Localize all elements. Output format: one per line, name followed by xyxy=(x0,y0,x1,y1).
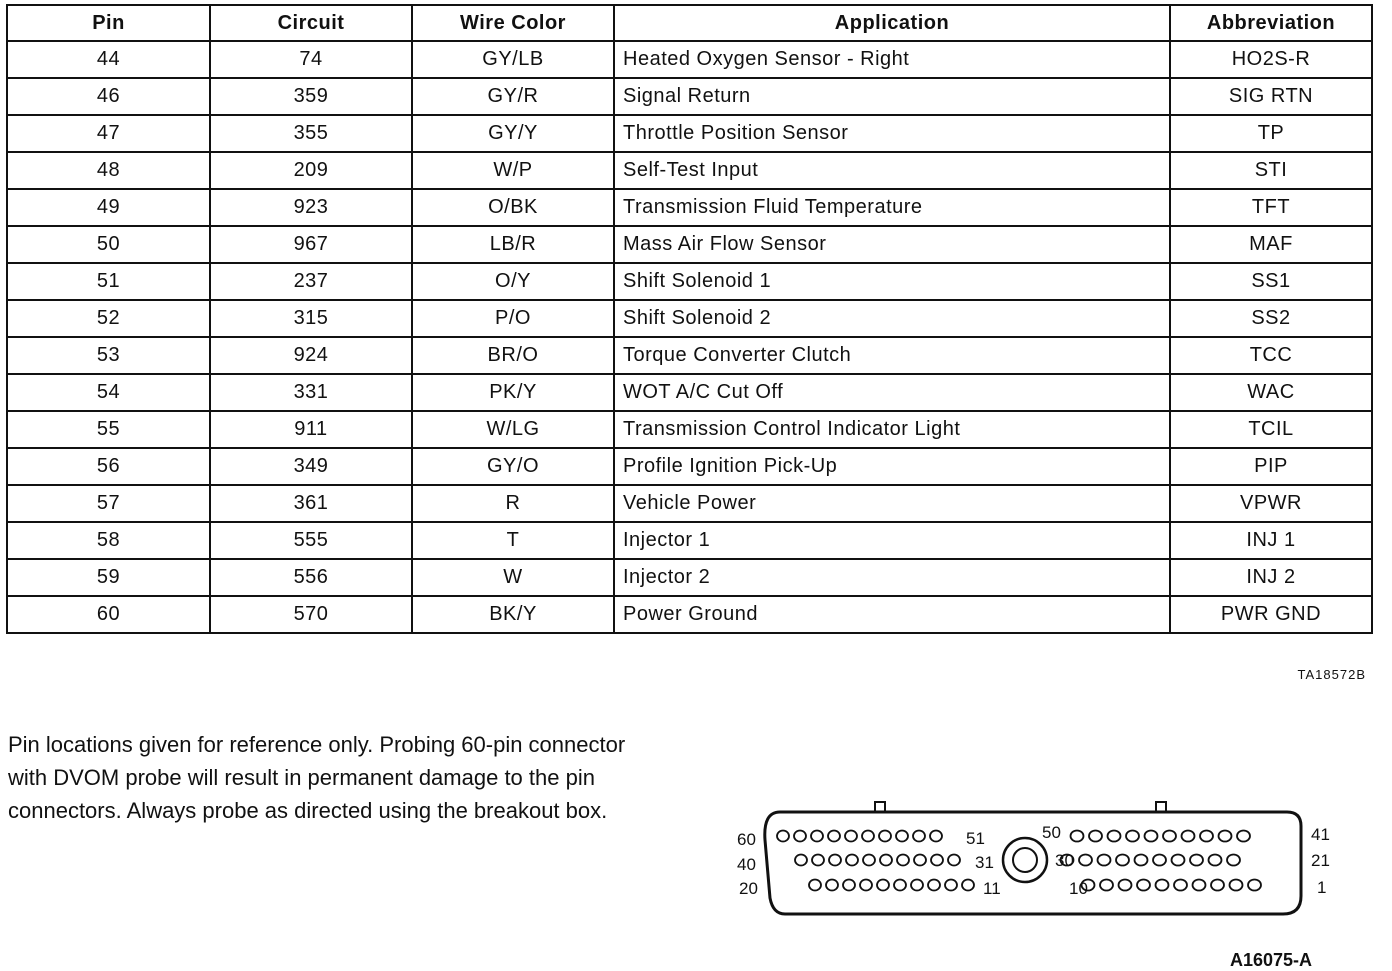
connector-pin xyxy=(1200,831,1213,842)
cell-application: Signal Return xyxy=(614,78,1170,115)
cell-pin: 44 xyxy=(7,41,210,78)
cell-application: Heated Oxygen Sensor - Right xyxy=(614,41,1170,78)
connector-pin xyxy=(1145,831,1158,842)
connector-pin xyxy=(843,880,855,891)
connector-pin xyxy=(1098,855,1111,866)
cell-wire-color: W/LG xyxy=(412,411,614,448)
cell-wire-color: P/O xyxy=(412,300,614,337)
col-header-circuit: Circuit xyxy=(210,5,412,41)
cell-application: Shift Solenoid 2 xyxy=(614,300,1170,337)
cell-wire-color: W xyxy=(412,559,614,596)
cell-wire-color: R xyxy=(412,485,614,522)
cell-circuit: 315 xyxy=(210,300,412,337)
cell-circuit: 209 xyxy=(210,152,412,189)
connector-pin xyxy=(1119,880,1132,891)
cell-circuit: 555 xyxy=(210,522,412,559)
cell-pin: 53 xyxy=(7,337,210,374)
connector-pin xyxy=(945,880,957,891)
label-pin-20: 20 xyxy=(739,879,758,898)
cell-pin: 48 xyxy=(7,152,210,189)
connector-pin xyxy=(930,831,942,842)
table-row xyxy=(7,78,1372,115)
cell-wire-color: O/Y xyxy=(412,263,614,300)
table-row xyxy=(7,374,1372,411)
cell-application: Transmission Fluid Temperature xyxy=(614,189,1170,226)
label-pin-41: 41 xyxy=(1311,825,1330,844)
connector-pin xyxy=(777,831,789,842)
connector-pin xyxy=(809,880,821,891)
cell-circuit: 924 xyxy=(210,337,412,374)
connector-pin xyxy=(879,831,891,842)
label-pin-10: 10 xyxy=(1069,879,1088,898)
cell-pin: 50 xyxy=(7,226,210,263)
cell-application: Self-Test Input xyxy=(614,152,1170,189)
cell-circuit: 967 xyxy=(210,226,412,263)
connector-pin xyxy=(1126,831,1139,842)
cell-abbreviation: TFT xyxy=(1170,189,1372,226)
cell-application: Transmission Control Indicator Light xyxy=(614,411,1170,448)
cell-wire-color: GY/Y xyxy=(412,115,614,152)
cell-wire-color: GY/O xyxy=(412,448,614,485)
connector-pin xyxy=(795,855,807,866)
cell-circuit: 74 xyxy=(210,41,412,78)
connector-pin xyxy=(911,880,923,891)
cell-circuit: 355 xyxy=(210,115,412,152)
label-pin-31: 31 xyxy=(975,853,994,872)
cell-abbreviation: INJ 1 xyxy=(1170,522,1372,559)
connector-pin xyxy=(1116,855,1129,866)
connector-pin xyxy=(863,855,875,866)
connector-pin xyxy=(896,831,908,842)
cell-application: Vehicle Power xyxy=(614,485,1170,522)
table-row xyxy=(7,411,1372,448)
connector-pin xyxy=(811,831,823,842)
cell-application: Torque Converter Clutch xyxy=(614,337,1170,374)
cell-wire-color: BR/O xyxy=(412,337,614,374)
connector-pin xyxy=(880,855,892,866)
connector-pin xyxy=(962,880,974,891)
connector-pin xyxy=(913,831,925,842)
connector-pin xyxy=(1137,880,1150,891)
connector-pin xyxy=(1163,831,1176,842)
connector-pin xyxy=(1182,831,1195,842)
connector-pin xyxy=(914,855,926,866)
connector-pin xyxy=(1190,855,1203,866)
col-header-pin: Pin xyxy=(7,5,210,41)
connector-pin xyxy=(1172,855,1185,866)
cell-circuit: 359 xyxy=(210,78,412,115)
connector-pin xyxy=(948,855,960,866)
cell-wire-color: BK/Y xyxy=(412,596,614,633)
cell-pin: 58 xyxy=(7,522,210,559)
col-header-abbreviation: Abbreviation xyxy=(1170,5,1372,41)
connector-pin xyxy=(1100,880,1113,891)
cell-abbreviation: HO2S-R xyxy=(1170,41,1372,78)
table-body xyxy=(7,41,1372,633)
cell-pin: 55 xyxy=(7,411,210,448)
connector-pin xyxy=(794,831,806,842)
cell-circuit: 570 xyxy=(210,596,412,633)
connector-pin xyxy=(1089,831,1102,842)
connector-pin xyxy=(894,880,906,891)
cell-circuit: 556 xyxy=(210,559,412,596)
cell-pin: 60 xyxy=(7,596,210,633)
cell-wire-color: T xyxy=(412,522,614,559)
cell-abbreviation: TCC xyxy=(1170,337,1372,374)
cell-pin: 54 xyxy=(7,374,210,411)
cell-application: Profile Ignition Pick-Up xyxy=(614,448,1170,485)
connector-diagram xyxy=(735,798,1355,923)
connector-pin xyxy=(1193,880,1206,891)
cell-wire-color: GY/LB xyxy=(412,41,614,78)
cell-abbreviation: SS2 xyxy=(1170,300,1372,337)
table-row xyxy=(7,41,1372,78)
table-row xyxy=(7,485,1372,522)
label-pin-40: 40 xyxy=(737,855,756,874)
cell-wire-color: LB/R xyxy=(412,226,614,263)
connector-pin xyxy=(1071,831,1084,842)
cell-application: Throttle Position Sensor xyxy=(614,115,1170,152)
table-row xyxy=(7,300,1372,337)
table-header-row xyxy=(7,5,1372,41)
cell-abbreviation: INJ 2 xyxy=(1170,559,1372,596)
cell-pin: 46 xyxy=(7,78,210,115)
cell-abbreviation: TCIL xyxy=(1170,411,1372,448)
connector-pin xyxy=(1174,880,1187,891)
table-row xyxy=(7,596,1372,633)
label-pin-50: 50 xyxy=(1042,823,1061,842)
label-pin-1: 1 xyxy=(1317,878,1327,897)
label-pin-11: 11 xyxy=(983,879,1001,898)
col-header-wire-color: Wire Color xyxy=(412,5,614,41)
warning-note: Pin locations given for reference only. Probing 60-pin connector with DVOM probe will result in permanent damage to the pin connectors. Always probe as directed using the breakout box. xyxy=(8,732,626,823)
table-row xyxy=(7,152,1372,189)
connector-pin xyxy=(1227,855,1240,866)
pin-table xyxy=(6,4,1373,634)
table-reference-code: TA18572B xyxy=(1297,667,1366,682)
connector-pin xyxy=(1079,855,1092,866)
connector-pin xyxy=(1135,855,1148,866)
connector-pin xyxy=(1108,831,1121,842)
cell-pin: 56 xyxy=(7,448,210,485)
cell-abbreviation: STI xyxy=(1170,152,1372,189)
table-row xyxy=(7,522,1372,559)
cell-abbreviation: VPWR xyxy=(1170,485,1372,522)
connector-pin xyxy=(1211,880,1224,891)
cell-wire-color: GY/R xyxy=(412,78,614,115)
connector-pin xyxy=(877,880,889,891)
cell-pin: 49 xyxy=(7,189,210,226)
cell-pin: 52 xyxy=(7,300,210,337)
connector-pin xyxy=(1156,880,1169,891)
cell-abbreviation: SS1 xyxy=(1170,263,1372,300)
label-pin-21: 21 xyxy=(1311,851,1330,870)
label-pin-51: 51 xyxy=(966,829,985,848)
connector-pin xyxy=(829,855,841,866)
cell-circuit: 349 xyxy=(210,448,412,485)
cell-circuit: 911 xyxy=(210,411,412,448)
cell-circuit: 361 xyxy=(210,485,412,522)
table-row xyxy=(7,189,1372,226)
cell-application: Shift Solenoid 1 xyxy=(614,263,1170,300)
cell-application: Mass Air Flow Sensor xyxy=(614,226,1170,263)
connector-pin xyxy=(862,831,874,842)
connector-pin xyxy=(931,855,943,866)
cell-application: Injector 1 xyxy=(614,522,1170,559)
table-row xyxy=(7,337,1372,374)
connector-pin xyxy=(812,855,824,866)
connector-pin xyxy=(1230,880,1243,891)
cell-application: Power Ground xyxy=(614,596,1170,633)
connector-pin xyxy=(1209,855,1222,866)
cell-circuit: 923 xyxy=(210,189,412,226)
connector-pin xyxy=(1219,831,1232,842)
connector-pin xyxy=(846,855,858,866)
cell-abbreviation: SIG RTN xyxy=(1170,78,1372,115)
cell-wire-color: PK/Y xyxy=(412,374,614,411)
table-row xyxy=(7,448,1372,485)
cell-wire-color: O/BK xyxy=(412,189,614,226)
cell-abbreviation: WAC xyxy=(1170,374,1372,411)
cell-abbreviation: TP xyxy=(1170,115,1372,152)
cell-application: Injector 2 xyxy=(614,559,1170,596)
connector-pin xyxy=(1237,831,1250,842)
connector-pin xyxy=(1153,855,1166,866)
cell-pin: 51 xyxy=(7,263,210,300)
cell-pin: 59 xyxy=(7,559,210,596)
cell-circuit: 331 xyxy=(210,374,412,411)
table-row xyxy=(7,226,1372,263)
cell-pin: 47 xyxy=(7,115,210,152)
table-row xyxy=(7,115,1372,152)
cell-abbreviation: PIP xyxy=(1170,448,1372,485)
connector-pin xyxy=(1248,880,1261,891)
cell-abbreviation: PWR GND xyxy=(1170,596,1372,633)
figure-code: A16075-A xyxy=(1230,950,1313,970)
label-pin-60: 60 xyxy=(737,830,756,849)
cell-pin: 57 xyxy=(7,485,210,522)
connector-pin xyxy=(860,880,872,891)
connector-pin xyxy=(897,855,909,866)
cell-circuit: 237 xyxy=(210,263,412,300)
cell-application: WOT A/C Cut Off xyxy=(614,374,1170,411)
connector-pin xyxy=(928,880,940,891)
table-row xyxy=(7,263,1372,300)
connector-pin xyxy=(845,831,857,842)
table-row xyxy=(7,559,1372,596)
cell-abbreviation: MAF xyxy=(1170,226,1372,263)
cell-wire-color: W/P xyxy=(412,152,614,189)
connector-pin xyxy=(828,831,840,842)
label-pin-30: 30 xyxy=(1055,851,1074,870)
col-header-application: Application xyxy=(614,5,1170,41)
connector-pin xyxy=(826,880,838,891)
